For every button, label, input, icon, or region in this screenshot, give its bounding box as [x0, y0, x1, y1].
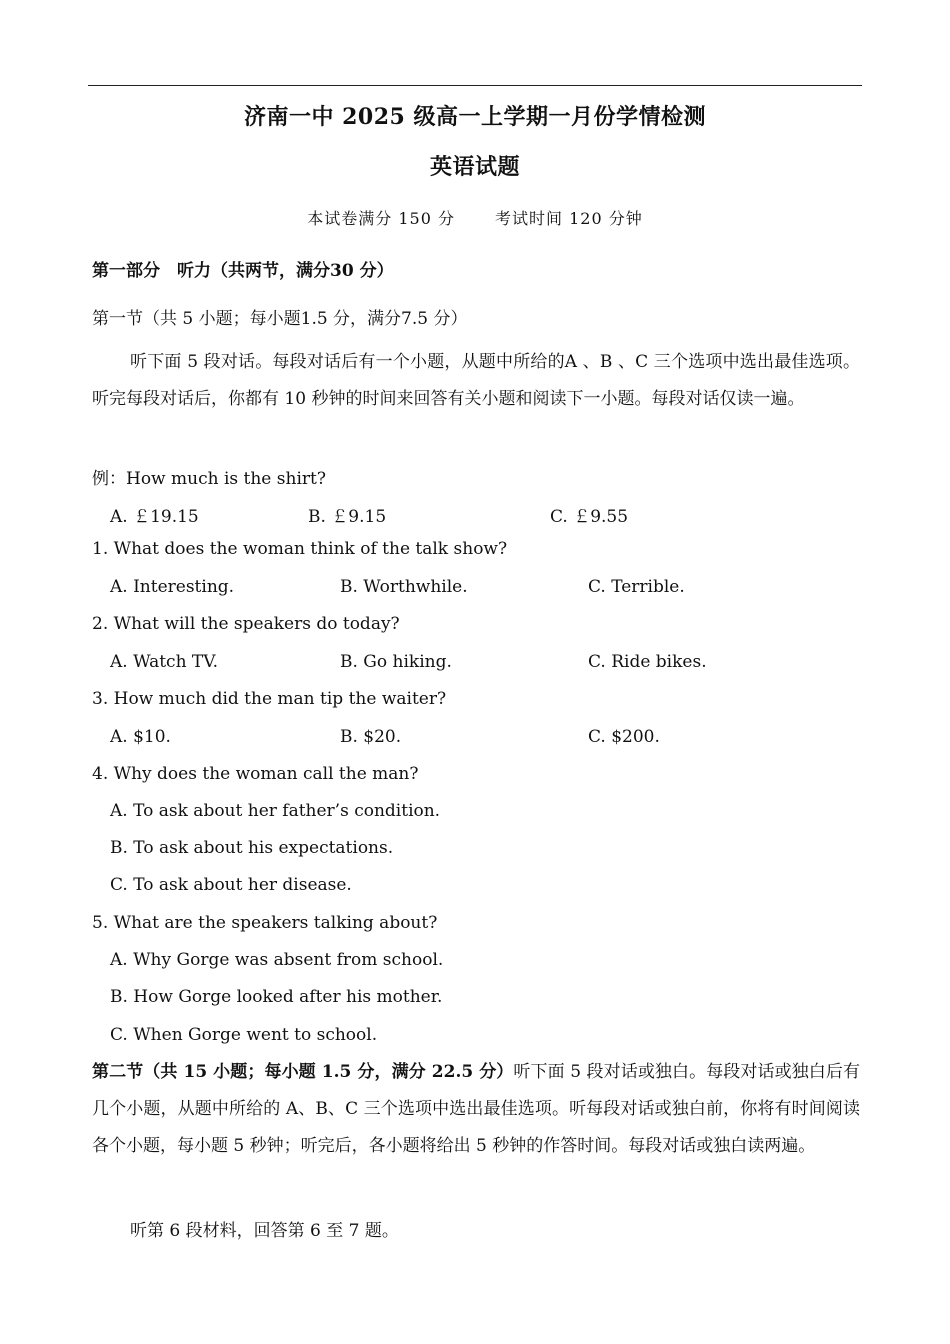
question-1-options: [110, 577, 810, 603]
option-a: A. $10.: [110, 727, 171, 747]
option-c: C. Ride bikes.: [588, 652, 707, 672]
time-info: 考试时间 120 分钟: [495, 209, 643, 228]
material-6-instruction: 听第 6 段材料，回答第 6 至 7 题。: [130, 1221, 399, 1241]
section2-block: [92, 1054, 860, 1165]
section1-heading: 第一节（共 5 小题；每小题1.5 分，满分7.5 分）: [92, 309, 468, 329]
section2-heading: 第二节（共 15 小题；每小题 1.5 分，满分 22.5 分）: [92, 1062, 514, 1082]
question-3: 3. How much did the man tip the waiter?: [92, 689, 447, 709]
option-b: B. Worthwhile.: [340, 577, 468, 597]
option-c: C. $200.: [588, 727, 660, 747]
option-b: B. Go hiking.: [340, 652, 452, 672]
option-b: B. $20.: [340, 727, 402, 747]
question-5: 5. What are the speakers talking about?: [92, 913, 438, 933]
option-c: C. Terrible.: [588, 577, 685, 597]
question-2: 2. What will the speakers do today?: [92, 614, 400, 634]
question-3-options: [110, 727, 810, 753]
top-rule: [88, 85, 862, 86]
example-question: 例：How much is the shirt?: [92, 469, 326, 489]
option-c: C. ￡9.55: [550, 507, 629, 527]
option-a: A. Interesting.: [110, 577, 235, 597]
question-4: 4. Why does the woman call the man?: [92, 764, 419, 784]
exam-title: 济南一中 2025 级高一上学期一月份学情检测: [243, 104, 707, 130]
question-4-option-b: B. To ask about his expectations.: [110, 838, 394, 858]
score-info: 本试卷满分 150 分: [307, 209, 455, 228]
question-1: 1. What does the woman think of the talk show?: [92, 539, 508, 559]
question-5-option-b: B. How Gorge looked after his mother.: [110, 987, 443, 1007]
option-b: B. ￡9.15: [308, 507, 387, 527]
exam-subtitle: 英语试题: [429, 154, 520, 180]
question-5-option-a: A. Why Gorge was absent from school.: [110, 950, 444, 970]
option-a: A. ￡19.15: [110, 507, 199, 527]
question-4-option-a: A. To ask about her father’s condition.: [110, 801, 441, 821]
exam-meta: [0, 206, 950, 229]
question-5-option-c: C. When Gorge went to school.: [110, 1025, 378, 1045]
option-a: A. Watch TV.: [110, 652, 218, 672]
section2-instructions: 听下面 5 段对话或独白。每段对话或独白后有几个小题，从题中所给的 A、B、C 三个选项中选出最佳选项。听每段对话或独白前，你将有时间阅读各个小题，每小题 5 秒钟；听完后，各小题将给出 5 秒钟的作答时间。每段对话或独白读两遍。: [92, 1062, 860, 1156]
question-2-options: [110, 652, 810, 678]
section1-instructions: 听下面 5 段对话。每段对话后有一个小题，从题中所给的A 、B 、C 三个选项中选出最佳选项。听完每段对话后，你都有 10 秒钟的时间来回答有关小题和阅读下一小题。每段对话仅读一遍。: [92, 352, 860, 409]
part1-heading: 第一部分 听力（共两节，满分30 分）: [92, 261, 394, 281]
question-4-option-c: C. To ask about her disease.: [110, 875, 352, 895]
example-options: [110, 502, 810, 528]
